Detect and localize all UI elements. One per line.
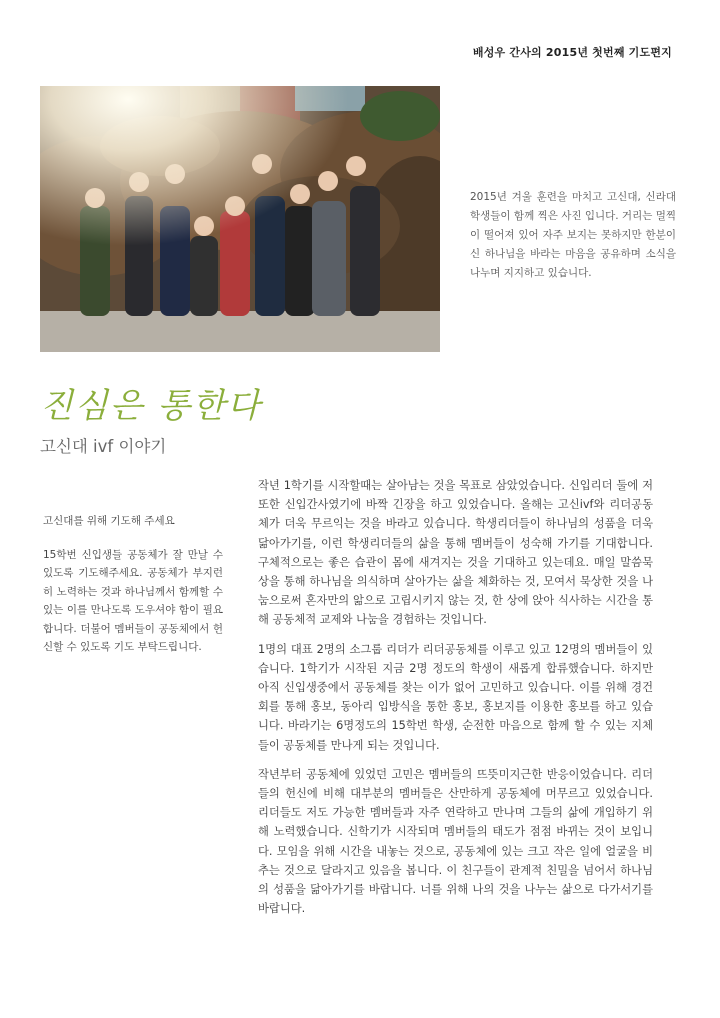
prayer-sidebar [43,512,223,657]
letter-header: 배성우 간사의 2015년 첫번째 기도편지 [472,46,672,59]
body-paragraph: 작년 1학기를 시작할때는 살아남는 것을 목표로 삼았었습니다. 신입리더 둘에 저 또한 신입간사였기에 바짝 긴장을 하고 있었습니다. 올해는 고신ivf와 리더공동체가 더욱 무르익는 것을 바라고 있습니다. 학생리더들이 하나님의 성품을 더욱 닮아가기를, 이런 학생리더들의 삶을 통해 멤버들이 성숙해 가기를 기대합니다. 구체적으로는 좋은 습관이 몸에 새겨지는 것을 기대하고 있는데요. 매일 말씀묵상을 통해 하나님을 의식하며 살아가는 삶을 체화하는 것, 모여서 묵상한 것을 나눔으로써 혼자만의 앎으로 고립시키지 않는 것, 한 상에 앉아 식사하는 시간을 통해 공동체적 교제와 나눔을 경험하는 것입니다. [258,479,653,627]
body-paragraph: 작년부터 공동체에 있었던 고민은 멤버들의 뜨뜻미지근한 반응이었습니다. 리더들의 헌신에 비해 대부분의 멤버들은 산만하게 공동체에 머무르고 있었습니다. 리더들도 저도 가능한 멤버들과 자주 연락하고 만나며 그들의 삶에 개입하기 위해 노력했습니다. 신학기가 시작되며 멤버들의 태도가 점점 바뀌는 것이 보입니다. 모임을 위해 시간을 내놓는 것으로, 공동체에 있는 크고 작은 일에 얼굴을 비추는 것으로 달라지고 있음을 봅니다. 이 친구들이 관계적 친밀을 넘어서 하나님의 성품을 닮아가기를 바랍니다. 너를 위해 나의 것을 나누는 삶으로 다가서기를 바랍니다. [258,767,653,916]
group-photo-icon [40,86,440,352]
sidebar-text: 15학번 신입생들 공동체가 잘 만날 수 있도록 기도해주세요. 공동체가 부지런히 노력하는 것과 하나님께서 함께할 수 있는 이를 만나도록 도우셔야 함이 필요합니다. 더불어 멤버들이 공동체에서 헌신할 수 있도록 기도 부탁드립니다. [43,548,223,653]
article-body [258,476,653,928]
body-paragraph: 1명의 대표 2명의 소그룹 리더가 리더공동체를 이루고 있고 12명의 멤버들이 있습니다. 1학기가 시작된 지금 2명 정도의 학생이 새롭게 합류했습니다. 하지만 아직 신입생중에서 공동체를 찾는 이가 없어 고민하고 있습니다. 이를 위해 경건회를 통해 홍보, 동아리 입방식을 통한 홍보, 홍보지를 이용한 홍보를 하고 있습니다. 바라기는 6명정도의 15학번 학생, 순전한 마음으로 함께 할 수 있는 지체들이 공동체를 만나게 되는 것입니다. [258,642,653,752]
sidebar-title: 고신대를 위해 기도해 주세요 [43,515,175,527]
photo-caption: 2015년 겨울 훈련을 마치고 고신대, 신라대 학생들이 함께 찍은 사진 입니다. 거리는 멀찍이 떨어져 있어 자주 보지는 못하지만 한분이신 하나님을 바라는 마음을 공유하며 소식을 나누며 지지하고 있습니다. [470,191,676,279]
article-title: 진심은 통한다 [40,386,262,426]
group-photo [40,86,440,352]
article-subtitle: 고신대 ivf 이야기 [40,437,167,456]
